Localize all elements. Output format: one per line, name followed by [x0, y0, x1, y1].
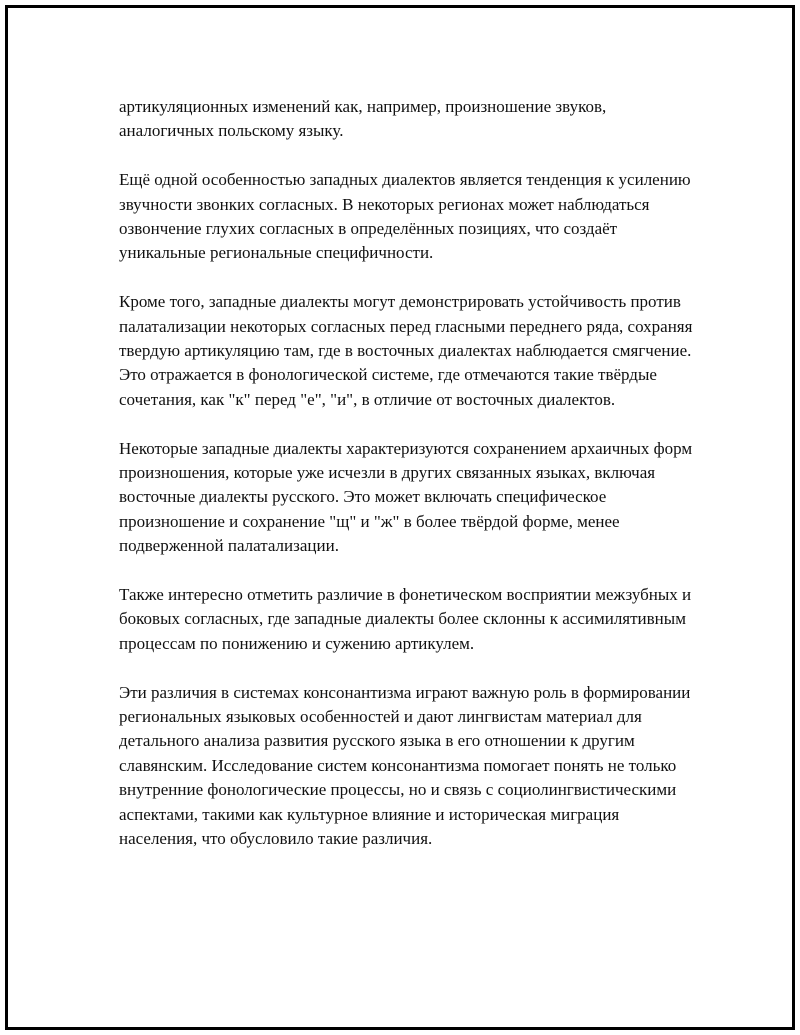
paragraph-6: Эти различия в системах консонантизма играют важную роль в формировании региональных языковых особенностей и дают лингвистам материал для детального анализа развития русского языка в его отношении к другим славянским. Исследование систем консонантизма помогает понять не только внутренние фонологические процессы, но и связь с социолингвистическими аспектами, такими как культурное влияние и историческая миграция населения, что обусловило такие различия. [119, 682, 691, 849]
paragraph-3: Кроме того, западные диалекты могут демонстрировать устойчивость против палатализации некоторых согласных перед гласными переднего ряда, сохраняя твердую артикуляцию там, где в восточных диалектах наблюдается смягчение. Это отражается в фонологической системе, где отмечаются такие твёрдые сочетания, как "к" перед "е", "и", в отличие от восточных диалектов. [119, 292, 693, 409]
paragraph-4: Некоторые западные диалекты характеризуются сохранением архаичных форм произношения, которые уже исчезли в других связанных языках, включая восточные диалекты русского. Это может включать специфическое произношение и сохранение "щ" и "ж" в более твёрдой форме, менее подверженной палатализации. [119, 438, 693, 556]
paragraph-5: Также интересно отметить различие в фонетическом восприятии межзубных и боковых согласных, где западные диалекты более склонны к ассимилятивным процессам по понижению и сужению артикулем. [119, 585, 692, 653]
paragraph-2: Ещё одной особенностью западных диалектов является тенденция к усилению звучности звонких согласных. В некоторых регионах может наблюдаться озвончение глухих согласных в определённых позициях, что создаёт уникальные региональные специфичности. [119, 170, 691, 263]
document-body [119, 95, 694, 852]
paragraph-1: артикуляционных изменений как, например, произношение звуков, аналогичных польскому языку. [119, 97, 607, 141]
